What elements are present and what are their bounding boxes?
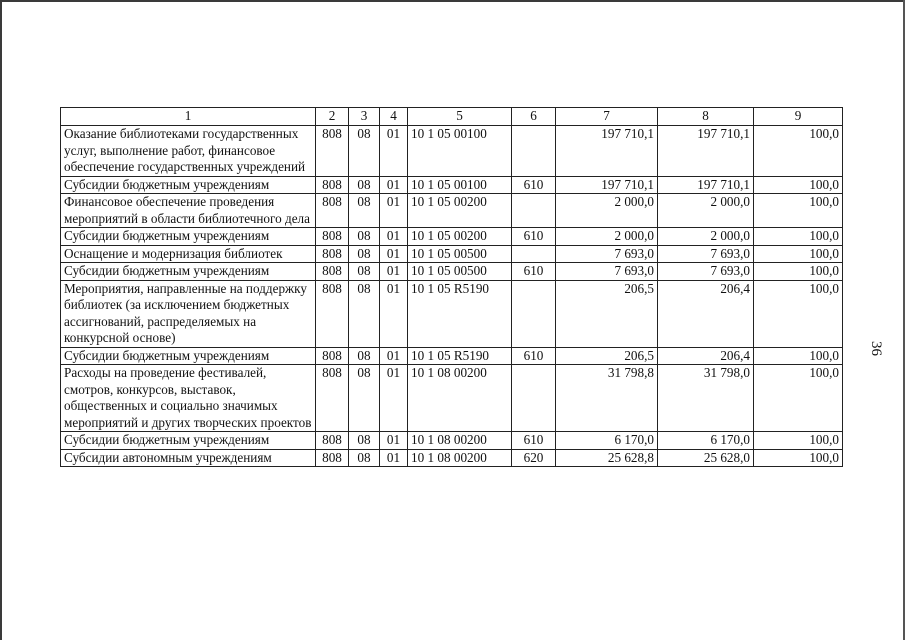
cell-subsection: 01 <box>380 263 408 281</box>
cell-planned: 6 170,0 <box>556 432 658 450</box>
cell-planned: 7 693,0 <box>556 263 658 281</box>
cell-percent: 100,0 <box>754 263 843 281</box>
table-row <box>61 126 843 177</box>
cell-target-article: 10 1 05 00200 <box>408 194 512 228</box>
cell-percent: 100,0 <box>754 432 843 450</box>
cell-name: Субсидии бюджетным учреждениям <box>61 176 316 194</box>
table-row <box>61 365 843 432</box>
cell-planned: 206,5 <box>556 280 658 347</box>
cell-subsection: 01 <box>380 347 408 365</box>
cell-name: Субсидии автономным учреждениям <box>61 449 316 467</box>
cell-ministry: 808 <box>316 432 349 450</box>
cell-target-article: 10 1 05 00100 <box>408 176 512 194</box>
cell-executed: 206,4 <box>658 347 754 365</box>
cell-subsection: 01 <box>380 365 408 432</box>
cell-expense-type: 610 <box>512 176 556 194</box>
budget-table <box>60 107 843 467</box>
cell-target-article: 10 1 05 00100 <box>408 126 512 177</box>
cell-planned: 25 628,8 <box>556 449 658 467</box>
cell-executed: 197 710,1 <box>658 176 754 194</box>
cell-ministry: 808 <box>316 280 349 347</box>
cell-planned: 2 000,0 <box>556 228 658 246</box>
column-header: 7 <box>556 108 658 126</box>
table-row <box>61 432 843 450</box>
cell-ministry: 808 <box>316 245 349 263</box>
table-row <box>61 194 843 228</box>
cell-expense-type: 620 <box>512 449 556 467</box>
cell-planned: 197 710,1 <box>556 176 658 194</box>
cell-ministry: 808 <box>316 449 349 467</box>
table-row <box>61 449 843 467</box>
cell-section: 08 <box>349 126 380 177</box>
cell-section: 08 <box>349 176 380 194</box>
scan-border-top <box>0 0 905 2</box>
cell-target-article: 10 1 05 00500 <box>408 263 512 281</box>
cell-expense-type <box>512 365 556 432</box>
cell-percent: 100,0 <box>754 176 843 194</box>
cell-name: Субсидии бюджетным учреждениям <box>61 263 316 281</box>
cell-target-article: 10 1 08 00200 <box>408 449 512 467</box>
column-header: 9 <box>754 108 843 126</box>
cell-ministry: 808 <box>316 176 349 194</box>
column-header: 3 <box>349 108 380 126</box>
page-number: 36 <box>868 341 884 356</box>
table-row <box>61 245 843 263</box>
cell-section: 08 <box>349 449 380 467</box>
cell-percent: 100,0 <box>754 194 843 228</box>
cell-expense-type: 610 <box>512 228 556 246</box>
cell-ministry: 808 <box>316 263 349 281</box>
cell-ministry: 808 <box>316 347 349 365</box>
cell-subsection: 01 <box>380 280 408 347</box>
cell-subsection: 01 <box>380 126 408 177</box>
cell-executed: 2 000,0 <box>658 194 754 228</box>
cell-name: Расходы на проведение фестивалей, смотров, конкурсов, выставок, общественных и социально значимых мероприятий и других творческих проектов <box>61 365 316 432</box>
table-row <box>61 263 843 281</box>
cell-executed: 25 628,0 <box>658 449 754 467</box>
table-row <box>61 280 843 347</box>
cell-expense-type <box>512 126 556 177</box>
cell-expense-type <box>512 245 556 263</box>
cell-name: Оснащение и модернизация библиотек <box>61 245 316 263</box>
column-header: 5 <box>408 108 512 126</box>
column-header: 4 <box>380 108 408 126</box>
cell-section: 08 <box>349 228 380 246</box>
cell-executed: 6 170,0 <box>658 432 754 450</box>
header-row <box>61 108 843 126</box>
cell-subsection: 01 <box>380 449 408 467</box>
cell-expense-type: 610 <box>512 432 556 450</box>
cell-section: 08 <box>349 245 380 263</box>
cell-percent: 100,0 <box>754 280 843 347</box>
cell-name: Субсидии бюджетным учреждениям <box>61 432 316 450</box>
cell-expense-type: 610 <box>512 347 556 365</box>
cell-executed: 2 000,0 <box>658 228 754 246</box>
cell-section: 08 <box>349 365 380 432</box>
cell-section: 08 <box>349 194 380 228</box>
cell-ministry: 808 <box>316 126 349 177</box>
cell-subsection: 01 <box>380 228 408 246</box>
cell-target-article: 10 1 08 00200 <box>408 432 512 450</box>
cell-section: 08 <box>349 263 380 281</box>
cell-name: Субсидии бюджетным учреждениям <box>61 347 316 365</box>
table-row <box>61 176 843 194</box>
cell-expense-type <box>512 280 556 347</box>
cell-name: Мероприятия, направленные на поддержку библиотек (за исключением бюджетных ассигнований, распределяемых на конкурсной основе) <box>61 280 316 347</box>
cell-percent: 100,0 <box>754 228 843 246</box>
column-header: 1 <box>61 108 316 126</box>
table-body <box>61 126 843 467</box>
cell-target-article: 10 1 05 R5190 <box>408 280 512 347</box>
column-header: 2 <box>316 108 349 126</box>
cell-ministry: 808 <box>316 228 349 246</box>
cell-subsection: 01 <box>380 432 408 450</box>
cell-expense-type: 610 <box>512 263 556 281</box>
cell-executed: 197 710,1 <box>658 126 754 177</box>
cell-target-article: 10 1 05 R5190 <box>408 347 512 365</box>
table-row <box>61 347 843 365</box>
cell-ministry: 808 <box>316 194 349 228</box>
cell-expense-type <box>512 194 556 228</box>
cell-executed: 7 693,0 <box>658 245 754 263</box>
cell-section: 08 <box>349 280 380 347</box>
cell-planned: 7 693,0 <box>556 245 658 263</box>
cell-percent: 100,0 <box>754 365 843 432</box>
cell-subsection: 01 <box>380 245 408 263</box>
cell-target-article: 10 1 08 00200 <box>408 365 512 432</box>
cell-target-article: 10 1 05 00500 <box>408 245 512 263</box>
cell-executed: 206,4 <box>658 280 754 347</box>
cell-subsection: 01 <box>380 176 408 194</box>
cell-planned: 206,5 <box>556 347 658 365</box>
cell-name: Субсидии бюджетным учреждениям <box>61 228 316 246</box>
cell-section: 08 <box>349 347 380 365</box>
cell-planned: 197 710,1 <box>556 126 658 177</box>
cell-planned: 31 798,8 <box>556 365 658 432</box>
cell-percent: 100,0 <box>754 449 843 467</box>
cell-executed: 7 693,0 <box>658 263 754 281</box>
cell-name: Оказание библиотеками государственных услуг, выполнение работ, финансовое обеспечение государственных учреждений <box>61 126 316 177</box>
scan-border-left <box>0 0 2 640</box>
table-row <box>61 228 843 246</box>
cell-name: Финансовое обеспечение проведения мероприятий в области библиотечного дела <box>61 194 316 228</box>
cell-section: 08 <box>349 432 380 450</box>
cell-percent: 100,0 <box>754 245 843 263</box>
cell-planned: 2 000,0 <box>556 194 658 228</box>
cell-executed: 31 798,0 <box>658 365 754 432</box>
cell-target-article: 10 1 05 00200 <box>408 228 512 246</box>
column-header: 6 <box>512 108 556 126</box>
cell-ministry: 808 <box>316 365 349 432</box>
cell-subsection: 01 <box>380 194 408 228</box>
cell-percent: 100,0 <box>754 347 843 365</box>
cell-percent: 100,0 <box>754 126 843 177</box>
column-header: 8 <box>658 108 754 126</box>
